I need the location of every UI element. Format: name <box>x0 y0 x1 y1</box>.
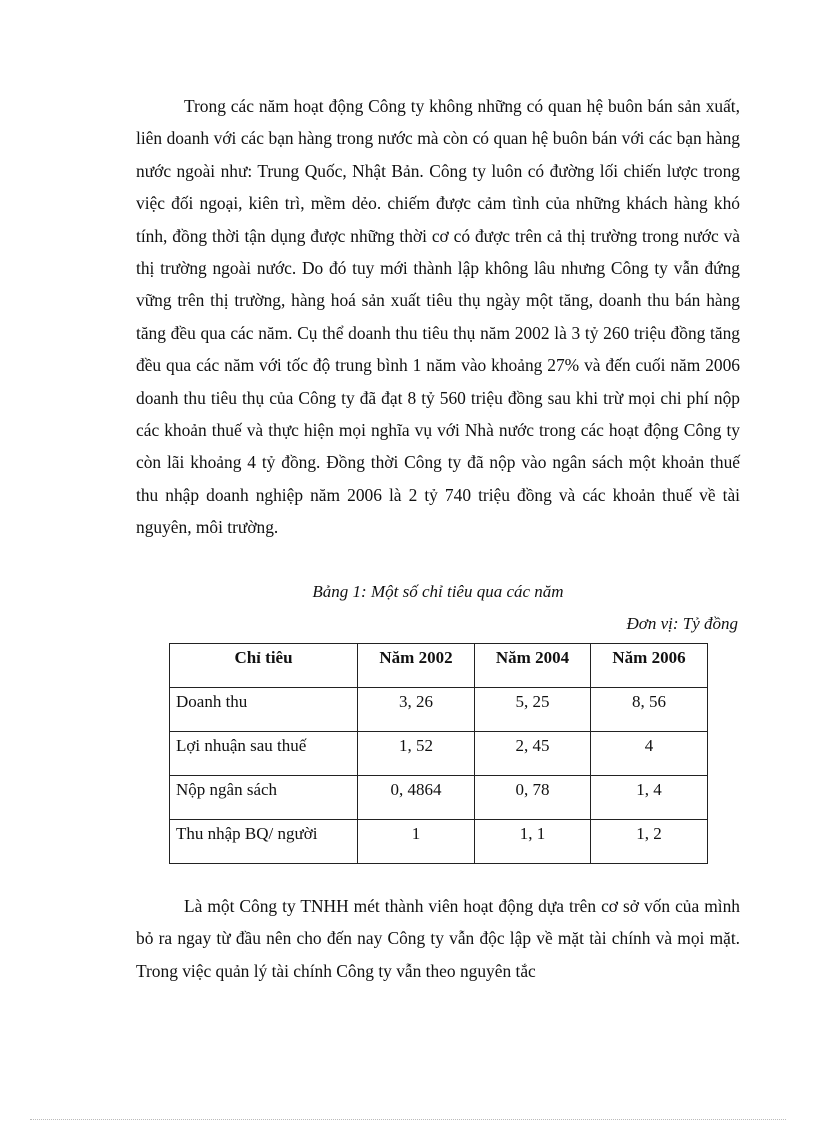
row-label: Lợi nhuận sau thuế <box>170 732 358 776</box>
row-label: Nộp ngân sách <box>170 776 358 820</box>
cell-value: 8, 56 <box>591 688 708 732</box>
cell-value: 1, 1 <box>475 820 591 864</box>
table-row <box>170 732 708 776</box>
header-year-2002: Năm 2002 <box>358 644 475 688</box>
table-caption: Bảng 1: Một số chỉ tiêu qua các năm <box>312 582 564 601</box>
header-year-2006: Năm 2006 <box>591 644 708 688</box>
table-header-row <box>170 644 708 688</box>
table-unit: Đơn vị: Tỷ đồng <box>626 614 738 633</box>
table-row <box>170 688 708 732</box>
intro-paragraph: Trong các năm hoạt động Công ty không những có quan hệ buôn bán sản xuất, liên doanh với các bạn hàng trong nước mà còn có quan hệ buôn bán với các bạn hàng nước ngoài như: Trung Quốc, Nhật Bản. Công ty luôn có đường lối chiến lược trong việc đối ngoại, kiên trì, mềm dẻo. chiếm được cảm tình của những khách hàng khó tính, đồng thời tận dụng được những thời cơ có được trên cả thị trường trong nước và thị trường ngoài nước. Do đó tuy mới thành lập không lâu nhưng Công ty vẫn đứng vững trên thị trường, hàng hoá sản xuất tiêu thụ ngày một tăng, doanh thu bán hàng tăng đều qua các năm. Cụ thể doanh thu tiêu thụ năm 2002 là 3 tỷ 260 triệu đồng tăng đều qua các năm với tốc độ trung bình 1 năm vào khoảng 27% và đến cuối năm 2006 doanh thu tiêu thụ của Công ty đã đạt 8 tỷ 560 triệu đồng sau khi trừ mọi chi phí nộp các khoản thuế và thực hiện mọi nghĩa vụ với Nhà nước trong các hoạt động Công ty còn lãi khoảng 4 tỷ đồng. Đồng thời Công ty đã nộp vào ngân sách một khoản thuế thu nhập doanh nghiệp năm 2006 là 2 tỷ 740 triệu đồng và các khoản thuế về tài nguyên, môi trường. <box>136 96 740 538</box>
header-year-2004: Năm 2004 <box>475 644 591 688</box>
row-label: Doanh thu <box>170 688 358 732</box>
row-label: Thu nhập BQ/ người <box>170 820 358 864</box>
closing-paragraph: Là một Công ty TNHH mét thành viên hoạt động dựa trên cơ sở vốn của mình bỏ ra ngay từ đầu nên cho đến nay Công ty vẫn độc lập về mặt tài chính và mọi mặt. Trong việc quản lý tài chính Công ty vẫn theo nguyên tắc <box>136 896 740 981</box>
cell-value: 5, 25 <box>475 688 591 732</box>
cell-value: 4 <box>591 732 708 776</box>
cell-value: 3, 26 <box>358 688 475 732</box>
table-row <box>170 776 708 820</box>
cell-value: 2, 45 <box>475 732 591 776</box>
table-row <box>170 820 708 864</box>
page-bottom-divider <box>30 1119 786 1120</box>
cell-value: 1, 4 <box>591 776 708 820</box>
indicators-table <box>169 643 708 864</box>
cell-value: 1, 52 <box>358 732 475 776</box>
cell-value: 1 <box>358 820 475 864</box>
header-indicator: Chỉ tiêu <box>170 644 358 688</box>
cell-value: 0, 4864 <box>358 776 475 820</box>
cell-value: 0, 78 <box>475 776 591 820</box>
cell-value: 1, 2 <box>591 820 708 864</box>
